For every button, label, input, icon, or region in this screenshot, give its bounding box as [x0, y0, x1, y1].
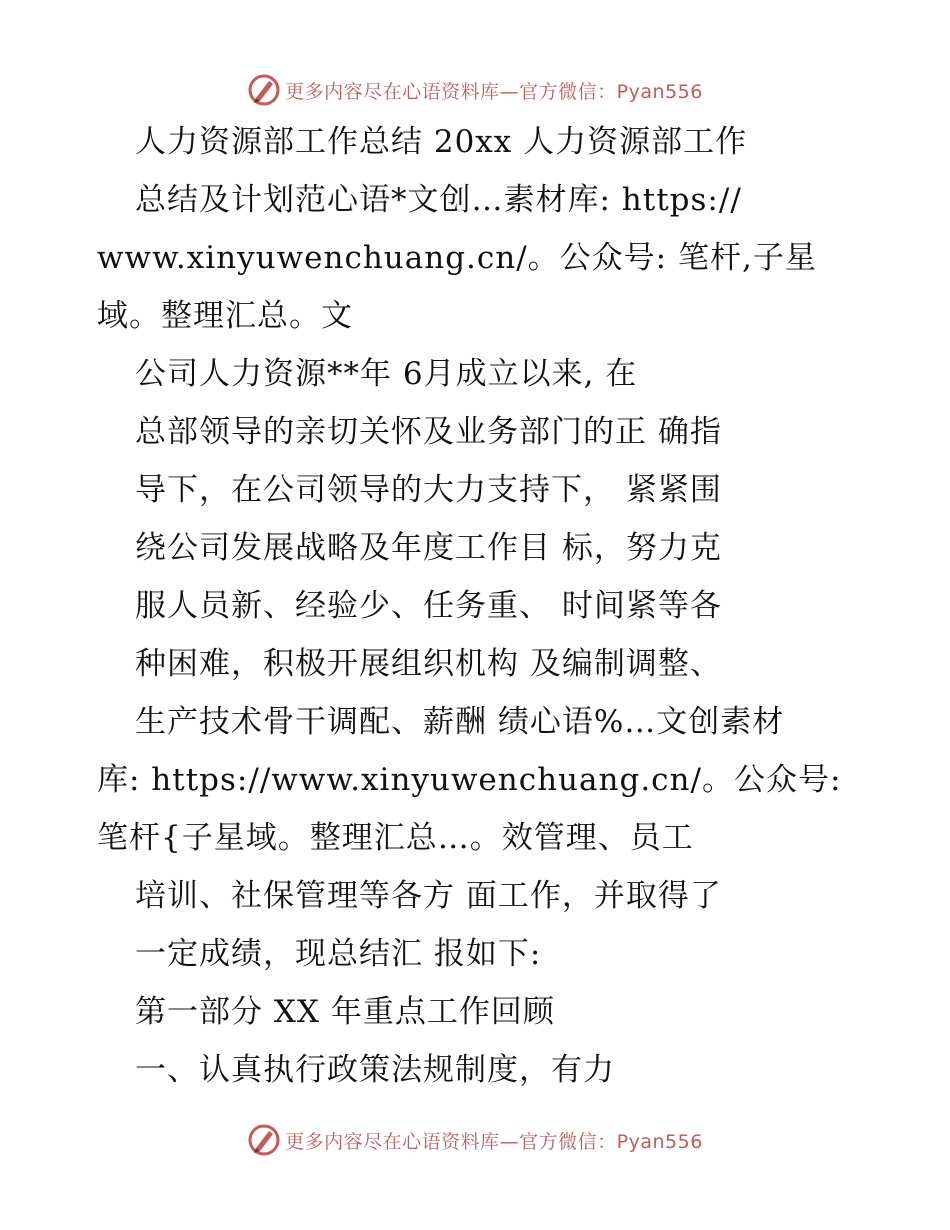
text-line-9: 服人员新、经验少、任务重、 时间紧等各	[135, 588, 722, 624]
text-line-14: 培训、社保管理等各方 面工作，并取得了	[135, 878, 722, 914]
text-line-15: 一定成绩，现总结汇 报如下:	[135, 936, 542, 972]
footer-watermark-text: 更多内容尽在心语资料库—官方微信：Pyan556	[285, 1130, 703, 1153]
text-line-1: 人力资源部工作总结 20xx 人力资源部工作	[135, 124, 748, 160]
text-line-12: 库: https://www.xinyuwenchuang.cn/。公众号:	[97, 762, 842, 798]
text-line-7: 导下，在公司领导的大力支持下， 紧紧围	[135, 472, 722, 508]
text-line-3: www.xinyuwenchuang.cn/。公众号: 笔杆,子星	[97, 240, 817, 276]
pen-logo-icon	[247, 1123, 281, 1157]
text-line-10: 种困难，积极开展组织机构 及编制调整、	[135, 646, 722, 682]
footer-watermark-banner	[0, 1120, 950, 1160]
text-line-8: 绕公司发展战略及年度工作目 标，努力克	[135, 530, 722, 566]
text-line-11: 生产技术骨干调配、薪酬 绩心语%…文创素材	[135, 704, 785, 740]
pen-logo-icon	[247, 73, 281, 107]
text-line-6: 总部领导的亲切关怀及业务部门的正 确指	[135, 414, 722, 450]
section-heading: 第一部分 XX 年重点工作回顾	[135, 994, 555, 1030]
text-line-2: 总结及计划范心语*文创…素材库: https://	[135, 182, 742, 218]
header-watermark-banner	[0, 70, 950, 110]
header-watermark-text: 更多内容尽在心语资料库—官方微信：Pyan556	[285, 80, 703, 103]
text-line-4: 域。整理汇总。文	[97, 298, 353, 334]
subsection-heading: 一、认真执行政策法规制度，有力	[135, 1052, 615, 1088]
text-line-13: 笔杆{子星域。整理汇总…。效管理、员工	[97, 820, 694, 856]
text-line-5: 公司人力资源**年 6月成立以来, 在	[135, 356, 638, 392]
